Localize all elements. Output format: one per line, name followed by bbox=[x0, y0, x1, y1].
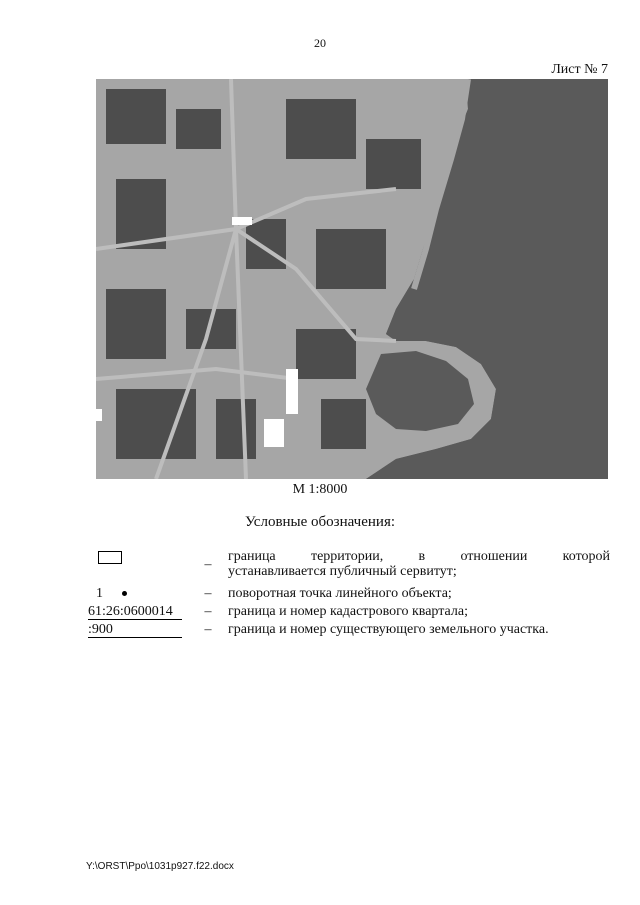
legend-text: граница и номер кадастрового квартала; bbox=[228, 604, 468, 619]
legend-text: граница и номер существующего земельного участка. bbox=[228, 622, 549, 637]
legend-dash: – bbox=[204, 622, 212, 637]
page-number: 20 bbox=[314, 36, 326, 50]
legend-dash: – bbox=[204, 557, 212, 572]
footer-file-path: Y:\ORST\Ppo\1031p927.f22.docx bbox=[86, 861, 234, 872]
legend-title: Условные обозначения: bbox=[244, 514, 396, 530]
legend-text: поворотная точка линейного объекта; bbox=[228, 586, 452, 601]
legend-dash: – bbox=[204, 586, 212, 601]
sheet-label: Лист № 7 bbox=[551, 62, 608, 77]
aerial-map-image bbox=[96, 79, 608, 479]
legend-text: граница территории, в отношении которой устанавливается публичный сервитут; bbox=[228, 549, 610, 579]
dot-icon bbox=[122, 591, 127, 596]
map-scale: М 1:8000 bbox=[292, 482, 348, 497]
legend-dash: – bbox=[204, 604, 212, 619]
